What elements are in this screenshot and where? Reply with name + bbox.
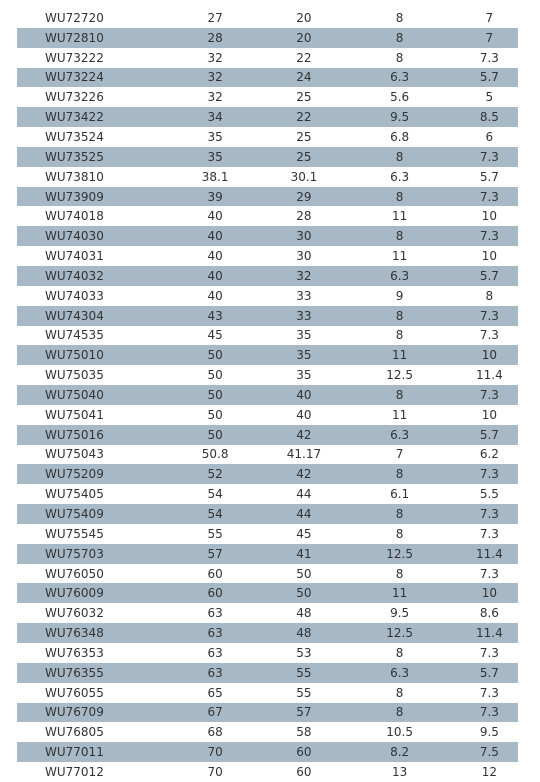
value-cell: 63 xyxy=(207,645,223,660)
value-cell: 9.5 xyxy=(390,606,410,621)
table-row xyxy=(17,107,518,127)
value-cell: 7 xyxy=(485,30,494,45)
value-cell: 5 xyxy=(485,90,494,105)
value-cell: 7.3 xyxy=(479,387,499,402)
value-cell: 7.3 xyxy=(479,705,499,720)
table-row xyxy=(17,623,518,643)
value-cell: 8 xyxy=(395,507,404,522)
value-cell: 54 xyxy=(207,507,223,522)
value-cell: 22 xyxy=(296,110,312,125)
part-number-cell: WU74030 xyxy=(45,229,104,244)
part-number-cell: WU74033 xyxy=(45,288,104,303)
value-cell: 35 xyxy=(207,149,223,164)
table-row xyxy=(17,504,518,524)
table-row xyxy=(17,445,518,465)
value-cell: 8 xyxy=(395,685,404,700)
value-cell: 6.8 xyxy=(390,129,410,144)
value-cell: 8 xyxy=(395,328,404,343)
part-number-cell: WU73222 xyxy=(45,50,104,65)
table-row xyxy=(17,544,518,564)
value-cell: 40 xyxy=(207,249,223,264)
part-number-cell: WU73909 xyxy=(45,189,104,204)
value-cell: 5.7 xyxy=(479,665,499,680)
value-cell: 10 xyxy=(481,249,498,264)
value-cell: 7 xyxy=(485,10,494,25)
table-row xyxy=(17,48,518,68)
value-cell: 11 xyxy=(391,249,408,264)
value-cell: 65 xyxy=(207,685,223,700)
part-number-cell: WU74535 xyxy=(45,328,104,343)
value-cell: 54 xyxy=(207,487,223,502)
part-number-cell: WU72810 xyxy=(45,30,104,45)
value-cell: 6.3 xyxy=(390,70,410,85)
table-row xyxy=(17,524,518,544)
value-cell: 11.4 xyxy=(476,368,503,383)
value-cell: 52 xyxy=(207,467,223,482)
value-cell: 8 xyxy=(395,526,404,541)
value-cell: 11.4 xyxy=(476,546,503,561)
value-cell: 7.3 xyxy=(479,328,499,343)
value-cell: 6.1 xyxy=(390,487,410,502)
value-cell: 20 xyxy=(296,30,312,45)
value-cell: 45 xyxy=(296,526,312,541)
value-cell: 35 xyxy=(207,129,223,144)
value-cell: 10 xyxy=(481,348,498,363)
table-row xyxy=(17,583,518,603)
value-cell: 33 xyxy=(296,308,312,323)
table-row xyxy=(17,762,518,782)
value-cell: 8 xyxy=(395,30,404,45)
value-cell: 50.8 xyxy=(201,447,229,462)
table-row xyxy=(17,306,518,326)
value-cell: 6 xyxy=(485,129,494,144)
table-row xyxy=(17,226,518,246)
part-number-cell: WU75405 xyxy=(45,487,104,502)
table-row xyxy=(17,266,518,286)
value-cell: 10.5 xyxy=(386,725,413,740)
value-cell: 9 xyxy=(395,288,404,303)
value-cell: 6.3 xyxy=(390,665,410,680)
part-number-cell: WU76055 xyxy=(45,685,104,700)
value-cell: 57 xyxy=(296,705,312,720)
part-number-cell: WU76009 xyxy=(45,586,104,601)
value-cell: 55 xyxy=(207,526,223,541)
part-number-cell: WU76050 xyxy=(45,566,104,581)
value-cell: 5.6 xyxy=(390,90,410,105)
table-row xyxy=(17,187,518,207)
value-cell: 10 xyxy=(481,407,498,422)
value-cell: 25 xyxy=(296,149,312,164)
part-number-cell: WU76353 xyxy=(45,645,104,660)
value-cell: 8 xyxy=(395,189,404,204)
table-row xyxy=(17,206,518,226)
value-cell: 40 xyxy=(207,288,223,303)
value-cell: 7.3 xyxy=(479,308,499,323)
value-cell: 42 xyxy=(296,467,312,482)
value-cell: 55 xyxy=(296,665,312,680)
part-number-cell: WU77011 xyxy=(45,745,104,760)
table-row xyxy=(17,464,518,484)
table-row xyxy=(17,484,518,504)
table-row xyxy=(17,345,518,365)
value-cell: 7.5 xyxy=(479,745,499,760)
part-number-cell: WU73226 xyxy=(45,90,104,105)
value-cell: 8.6 xyxy=(479,606,499,621)
value-cell: 9.5 xyxy=(479,725,499,740)
value-cell: 8 xyxy=(395,705,404,720)
value-cell: 30 xyxy=(296,249,312,264)
value-cell: 8 xyxy=(395,149,404,164)
part-number-cell: WU77012 xyxy=(45,764,104,779)
value-cell: 60 xyxy=(207,566,223,581)
part-number-cell: WU75703 xyxy=(45,546,104,561)
value-cell: 6.3 xyxy=(390,427,410,442)
table-row xyxy=(17,28,518,48)
value-cell: 8 xyxy=(395,50,404,65)
value-cell: 58 xyxy=(296,725,312,740)
part-number-cell: WU74304 xyxy=(45,308,104,323)
value-cell: 7.3 xyxy=(479,229,499,244)
value-cell: 38.1 xyxy=(201,169,229,184)
table-row xyxy=(17,405,518,425)
value-cell: 27 xyxy=(207,10,223,25)
value-cell: 13 xyxy=(391,764,408,779)
value-cell: 11 xyxy=(391,586,408,601)
value-cell: 7.3 xyxy=(479,149,499,164)
value-cell: 7 xyxy=(395,447,404,462)
value-cell: 7.3 xyxy=(479,189,499,204)
value-cell: 32 xyxy=(296,268,312,283)
value-cell: 8 xyxy=(395,467,404,482)
part-number-cell: WU75041 xyxy=(45,407,104,422)
table-row xyxy=(17,87,518,107)
value-cell: 5.7 xyxy=(479,427,499,442)
table-row xyxy=(17,326,518,346)
value-cell: 63 xyxy=(207,606,223,621)
value-cell: 33 xyxy=(296,288,312,303)
value-cell: 40 xyxy=(207,229,223,244)
table-row xyxy=(17,683,518,703)
value-cell: 11 xyxy=(391,348,408,363)
part-number-cell: WU75043 xyxy=(45,447,104,462)
value-cell: 48 xyxy=(296,606,312,621)
value-cell: 60 xyxy=(296,745,312,760)
table-row xyxy=(17,8,518,28)
table-row xyxy=(17,246,518,266)
part-number-cell: WU76348 xyxy=(45,626,104,641)
value-cell: 5.7 xyxy=(479,169,499,184)
value-cell: 30 xyxy=(296,229,312,244)
value-cell: 53 xyxy=(296,645,312,660)
value-cell: 8 xyxy=(395,566,404,581)
table-row xyxy=(17,167,518,187)
value-cell: 6.3 xyxy=(390,169,410,184)
value-cell: 5.5 xyxy=(479,487,499,502)
value-cell: 50 xyxy=(207,427,223,442)
value-cell: 40 xyxy=(207,268,223,283)
value-cell: 8.5 xyxy=(479,110,499,125)
part-number-cell: WU76805 xyxy=(45,725,104,740)
part-number-cell: WU75209 xyxy=(45,467,104,482)
value-cell: 7.3 xyxy=(479,685,499,700)
value-cell: 7.3 xyxy=(479,467,499,482)
value-cell: 7.3 xyxy=(479,566,499,581)
table-row xyxy=(17,425,518,445)
value-cell: 60 xyxy=(207,586,223,601)
value-cell: 25 xyxy=(296,129,312,144)
value-cell: 22 xyxy=(296,50,312,65)
table-row xyxy=(17,722,518,742)
part-number-cell: WU73224 xyxy=(45,70,104,85)
value-cell: 40 xyxy=(296,387,312,402)
value-cell: 32 xyxy=(207,70,223,85)
value-cell: 8.2 xyxy=(390,745,410,760)
part-number-cell: WU73524 xyxy=(45,129,104,144)
value-cell: 32 xyxy=(207,50,223,65)
value-cell: 39 xyxy=(207,189,223,204)
value-cell: 43 xyxy=(207,308,223,323)
value-cell: 50 xyxy=(207,348,223,363)
part-number-cell: WU75409 xyxy=(45,507,104,522)
value-cell: 6.3 xyxy=(390,268,410,283)
part-number-cell: WU75545 xyxy=(45,526,104,541)
value-cell: 11.4 xyxy=(476,626,503,641)
value-cell: 63 xyxy=(207,626,223,641)
value-cell: 28 xyxy=(207,30,223,45)
value-cell: 8 xyxy=(485,288,494,303)
table-row xyxy=(17,603,518,623)
value-cell: 7.3 xyxy=(479,645,499,660)
parts-table xyxy=(17,8,518,782)
part-number-cell: WU74018 xyxy=(45,209,104,224)
part-number-cell: WU74031 xyxy=(45,249,104,264)
part-number-cell: WU75010 xyxy=(45,348,104,363)
table-row xyxy=(17,643,518,663)
value-cell: 32 xyxy=(207,90,223,105)
value-cell: 9.5 xyxy=(390,110,410,125)
value-cell: 8 xyxy=(395,308,404,323)
value-cell: 44 xyxy=(296,507,312,522)
value-cell: 5.7 xyxy=(479,70,499,85)
value-cell: 8 xyxy=(395,229,404,244)
value-cell: 63 xyxy=(207,665,223,680)
part-number-cell: WU73525 xyxy=(45,149,104,164)
value-cell: 40 xyxy=(296,407,312,422)
value-cell: 50 xyxy=(207,407,223,422)
value-cell: 11 xyxy=(391,209,408,224)
value-cell: 48 xyxy=(296,626,312,641)
value-cell: 8 xyxy=(395,387,404,402)
value-cell: 44 xyxy=(296,487,312,502)
value-cell: 45 xyxy=(207,328,223,343)
value-cell: 8 xyxy=(395,10,404,25)
table-row xyxy=(17,365,518,385)
value-cell: 40 xyxy=(207,209,223,224)
part-number-cell: WU72720 xyxy=(45,10,104,25)
table-row xyxy=(17,742,518,762)
table-row xyxy=(17,68,518,88)
value-cell: 25 xyxy=(296,90,312,105)
value-cell: 68 xyxy=(207,725,223,740)
value-cell: 10 xyxy=(481,586,498,601)
value-cell: 42 xyxy=(296,427,312,442)
value-cell: 12 xyxy=(481,764,498,779)
value-cell: 30.1 xyxy=(290,169,318,184)
value-cell: 12.5 xyxy=(386,368,413,383)
value-cell: 50 xyxy=(207,368,223,383)
value-cell: 34 xyxy=(207,110,223,125)
part-number-cell: WU74032 xyxy=(45,268,104,283)
value-cell: 24 xyxy=(296,70,312,85)
value-cell: 70 xyxy=(207,764,223,779)
value-cell: 29 xyxy=(296,189,312,204)
value-cell: 50 xyxy=(207,387,223,402)
value-cell: 41.17 xyxy=(286,447,322,462)
part-number-cell: WU75016 xyxy=(45,427,104,442)
part-number-cell: WU73810 xyxy=(45,169,104,184)
part-number-cell: WU75035 xyxy=(45,368,104,383)
part-number-cell: WU76032 xyxy=(45,606,104,621)
value-cell: 7.3 xyxy=(479,50,499,65)
value-cell: 11 xyxy=(391,407,408,422)
value-cell: 8 xyxy=(395,645,404,660)
table-row xyxy=(17,147,518,167)
table-row xyxy=(17,663,518,683)
value-cell: 41 xyxy=(296,546,312,561)
part-number-cell: WU76355 xyxy=(45,665,104,680)
value-cell: 60 xyxy=(296,764,312,779)
value-cell: 57 xyxy=(207,546,223,561)
value-cell: 7.3 xyxy=(479,526,499,541)
value-cell: 67 xyxy=(207,705,223,720)
part-number-cell: WU76709 xyxy=(45,705,104,720)
value-cell: 7.3 xyxy=(479,507,499,522)
value-cell: 5.7 xyxy=(479,268,499,283)
table-row xyxy=(17,286,518,306)
value-cell: 55 xyxy=(296,685,312,700)
value-cell: 12.5 xyxy=(386,626,413,641)
table-row xyxy=(17,385,518,405)
table-row xyxy=(17,127,518,147)
value-cell: 20 xyxy=(296,10,312,25)
value-cell: 70 xyxy=(207,745,223,760)
value-cell: 35 xyxy=(296,368,312,383)
part-number-cell: WU73422 xyxy=(45,110,104,125)
value-cell: 35 xyxy=(296,328,312,343)
value-cell: 10 xyxy=(481,209,498,224)
value-cell: 28 xyxy=(296,209,312,224)
table-row xyxy=(17,703,518,723)
part-number-cell: WU75040 xyxy=(45,387,104,402)
value-cell: 35 xyxy=(296,348,312,363)
table-row xyxy=(17,564,518,584)
value-cell: 50 xyxy=(296,566,312,581)
value-cell: 50 xyxy=(296,586,312,601)
value-cell: 12.5 xyxy=(386,546,413,561)
value-cell: 6.2 xyxy=(479,447,499,462)
